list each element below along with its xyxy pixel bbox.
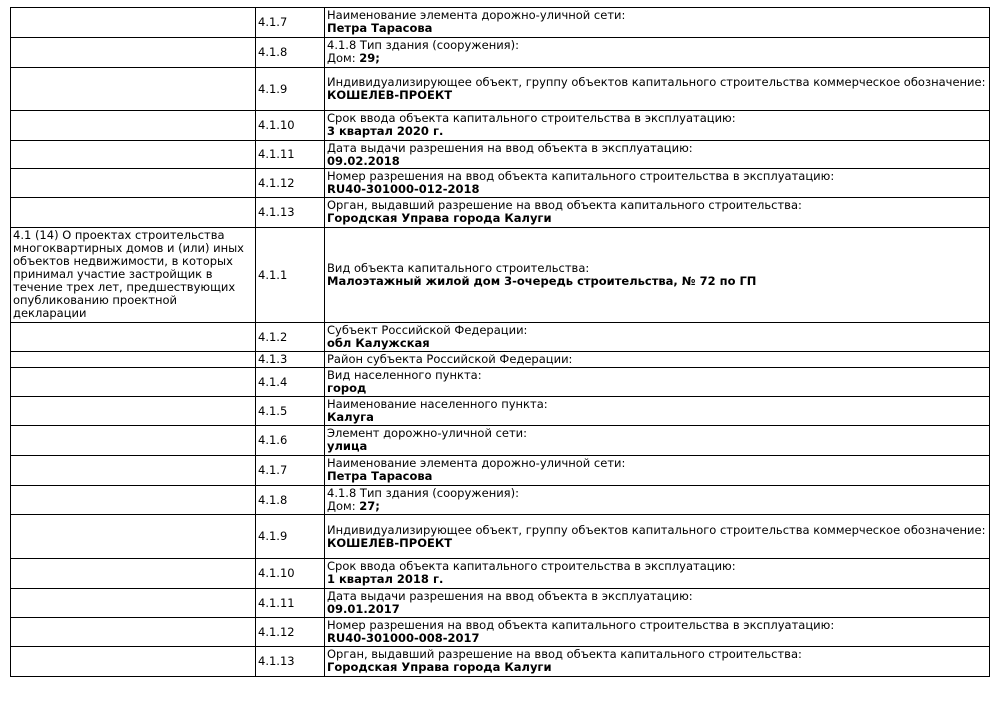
item-content [325,38,990,68]
section-cell [11,589,256,618]
item-value-line [327,275,987,288]
item-number: 4.1.7 [256,8,325,38]
table-row [11,68,990,111]
item-value-line [327,52,987,65]
item-content [325,589,990,618]
item-value-line [327,382,987,395]
item-content [325,515,990,559]
item-content [325,323,990,352]
item-content [325,456,990,486]
item-value: 09.01.2017 [327,602,400,616]
section-cell [11,169,256,198]
item-value: Петра Тарасова [327,469,433,483]
item-value-line [327,537,987,550]
item-label: Элемент дорожно-уличной сети: [327,426,528,440]
item-label: Срок ввода объекта капитального строительства в эксплуатацию: [327,111,736,125]
item-label: Субъект Российской Федерации: [327,323,528,337]
item-value-prefix: Дом: [327,51,360,65]
item-number: 4.1.12 [256,169,325,198]
item-value: Городская Управа города Калуги [327,660,552,674]
item-number: 4.1.11 [256,141,325,169]
item-value-line [327,125,987,138]
table-row [11,323,990,352]
item-content [325,397,990,426]
item-number: 4.1.7 [256,456,325,486]
table-row [11,228,990,323]
item-number: 4.1.10 [256,111,325,141]
item-content [325,198,990,228]
item-number: 4.1.5 [256,397,325,426]
item-label: Дата выдачи разрешения на ввод объекта в эксплуатацию: [327,589,693,603]
table-row [11,111,990,141]
declaration-table [10,7,990,677]
item-value: КОШЕЛЕВ-ПРОЕКТ [327,535,453,550]
item-label: 4.1.8 Тип здания (сооружения): [327,486,519,500]
section-cell [11,68,256,111]
item-value-line [327,440,987,453]
table-row [11,141,990,169]
item-value-line [327,183,987,196]
item-number: 4.1.13 [256,198,325,228]
item-number: 4.1.2 [256,323,325,352]
item-label: Вид объекта капитального строительства: [327,261,590,275]
item-content [325,228,990,323]
table-row [11,589,990,618]
table-row [11,618,990,647]
item-label: Орган, выдавший разрешение на ввод объекта капитального строительства: [327,647,802,661]
item-value-line [327,411,987,424]
item-value-line [327,337,987,350]
item-number: 4.1.13 [256,647,325,677]
item-content [325,368,990,397]
item-value-line [327,632,987,645]
item-content [325,486,990,515]
section-cell [11,8,256,38]
item-label: Номер разрешения на ввод объекта капитального строительства в эксплуатацию: [327,169,835,183]
item-number: 4.1.10 [256,559,325,589]
section-cell [11,559,256,589]
item-value-line [327,573,987,586]
section-cell [11,515,256,559]
item-value: RU40-301000-008-2017 [327,631,480,645]
item-value: RU40-301000-012-2018 [327,182,480,196]
item-value: 1 квартал 2018 г. [327,572,444,586]
item-value: Петра Тарасова [327,21,433,35]
item-value: обл Калужская [327,336,430,350]
section-cell [11,198,256,228]
item-content [325,68,990,111]
item-content [325,559,990,589]
item-value: 29; [359,51,380,65]
item-content [325,8,990,38]
item-value-line [327,212,987,225]
section-cell [11,647,256,677]
table-row [11,456,990,486]
item-content [325,618,990,647]
item-number: 4.1.6 [256,426,325,456]
item-value: Малоэтажный жилой дом 3-очередь строительства, № 72 по ГП [327,274,757,288]
item-value-line [327,603,987,616]
item-label: Наименование населенного пункта: [327,397,548,411]
section-cell [11,486,256,515]
item-value: КОШЕЛЕВ-ПРОЕКТ [327,88,453,102]
item-value: улица [327,439,368,453]
item-value: 3 квартал 2020 г. [327,124,444,138]
item-value: 27; [359,499,380,513]
item-number: 4.1.8 [256,38,325,68]
table-row [11,426,990,456]
item-number: 4.1.3 [256,352,325,368]
section-cell: 4.1 (14) О проектах строительства многоквартирных домов и (или) иных объектов недвижимости, в которых принимал участие застройщик в течение трех лет, предшествующих опубликованию проектной декларации [11,228,256,323]
item-value-line [327,155,987,168]
item-content [325,426,990,456]
item-value-line [327,500,987,513]
item-number: 4.1.9 [256,68,325,111]
item-content [325,352,990,368]
table-row [11,486,990,515]
section-cell [11,111,256,141]
section-cell [11,368,256,397]
item-value-line [327,89,987,102]
section-cell [11,456,256,486]
item-label: Наименование элемента дорожно-уличной сети: [327,8,626,22]
item-label: Индивидуализирующее объект, группу объектов капитального строительства коммерческое обозначение: [327,522,986,537]
item-label: Вид населенного пункта: [327,368,482,382]
item-content [325,169,990,198]
section-cell [11,397,256,426]
item-label: Район субъекта Российской Федерации: [327,352,573,366]
table-row [11,397,990,426]
section-cell [11,618,256,647]
table-row [11,8,990,38]
table-row [11,559,990,589]
item-value: 09.02.2018 [327,154,400,168]
item-label: Срок ввода объекта капитального строительства в эксплуатацию: [327,559,736,573]
item-number: 4.1.1 [256,228,325,323]
item-label: Дата выдачи разрешения на ввод объекта в эксплуатацию: [327,141,693,155]
item-value-line [327,661,987,674]
item-value: Городская Управа города Калуги [327,211,552,225]
item-content [325,141,990,169]
item-value: Калуга [327,410,374,424]
table-row [11,368,990,397]
item-value: город [327,381,367,395]
item-label: Орган, выдавший разрешение на ввод объекта капитального строительства: [327,198,802,212]
table-row [11,352,990,368]
item-number: 4.1.8 [256,486,325,515]
table-row [11,515,990,559]
item-number: 4.1.4 [256,368,325,397]
table-row [11,169,990,198]
item-label: Наименование элемента дорожно-уличной сети: [327,456,626,470]
section-cell [11,38,256,68]
item-value-line [327,470,987,483]
table-row [11,198,990,228]
item-content [325,111,990,141]
section-cell [11,323,256,352]
item-value-line [327,22,987,35]
item-value-prefix: Дом: [327,499,360,513]
item-number: 4.1.9 [256,515,325,559]
section-cell [11,141,256,169]
item-number: 4.1.12 [256,618,325,647]
item-content [325,647,990,677]
item-label: Индивидуализирующее объект, группу объектов капитального строительства коммерческое обозначение: [327,75,986,89]
section-cell [11,352,256,368]
item-number: 4.1.11 [256,589,325,618]
table-row [11,38,990,68]
item-label: Номер разрешения на ввод объекта капитального строительства в эксплуатацию: [327,618,835,632]
section-cell [11,426,256,456]
table-row [11,647,990,677]
item-label: 4.1.8 Тип здания (сооружения): [327,38,519,52]
